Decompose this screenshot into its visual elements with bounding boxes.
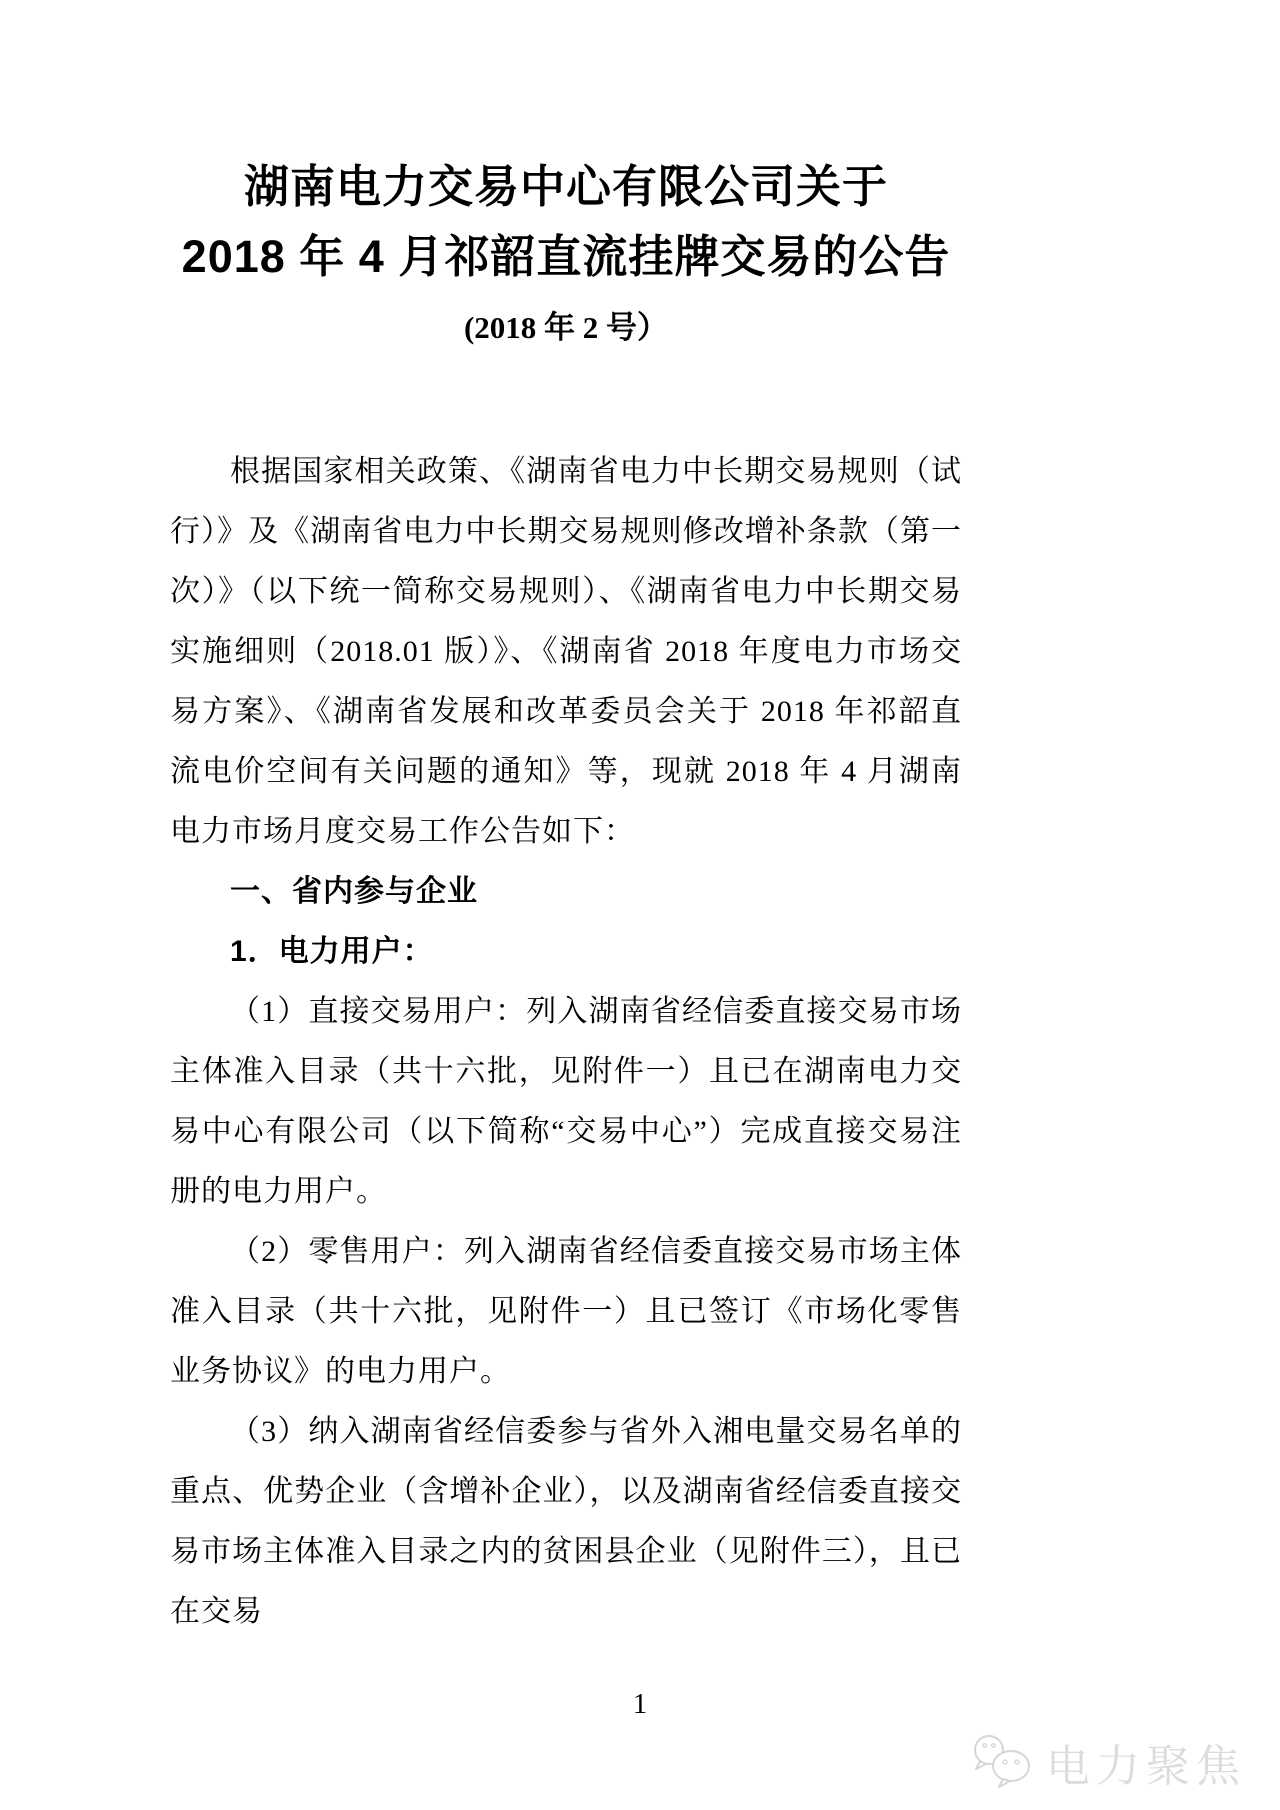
title-line-2: 2018 年 4 月祁韶直流挂牌交易的公告 [181, 231, 951, 282]
section-1-heading: 一、省内参与企业 [230, 875, 478, 908]
document-content [170, 152, 962, 1642]
page-number: 1 [632, 1688, 648, 1720]
section-1-sub-1-heading: 1．电力用户： [230, 935, 434, 968]
title-line-1: 湖南电力交易中心有限公司关于 [243, 161, 888, 212]
intro-paragraph: 根据国家相关政策、《湖南省电力中长期交易规则（试行）》及《湖南省电力中长期交易规则修改增补条款（第一次）》（以下统一简称交易规则）、《湖南省电力中长期交易实施细则（2018.01 版）》、《湖南省 2018 年度电力市场交易方案》、《湖南省发展和改革委员会关于 2018 年祁韶直流电价空间有关问题的通知》等，现就 2018 年 4 月湖南电力市场月度交易工作公告如下： [170, 455, 962, 848]
document-title [170, 152, 962, 292]
section-1-item-2: （2）零售用户：列入湖南省经信委直接交易市场主体准入目录（共十六批，见附件一）且已签订《市场化零售业务协议》的电力用户。 [170, 1235, 962, 1388]
section-1-item-3: （3）纳入湖南省经信委参与省外入湘电量交易名单的重点、优势企业（含增补企业），以及湖南省经信委直接交易市场主体准入目录之内的贫困县企业（见附件三），且已在交易 [170, 1415, 962, 1628]
watermark [970, 1730, 1246, 1794]
wechat-chat-bubbles-icon [970, 1733, 1034, 1791]
document-body [170, 442, 962, 1642]
watermark-label: 电力聚焦 [1046, 1742, 1246, 1791]
document-number: (2018 年 2 号） [463, 310, 669, 345]
section-1-item-1: （1）直接交易用户：列入湖南省经信委直接交易市场主体准入目录（共十六批，见附件一）且已在湖南电力交易中心有限公司（以下简称“交易中心”）完成直接交易注册的电力用户。 [170, 995, 962, 1208]
